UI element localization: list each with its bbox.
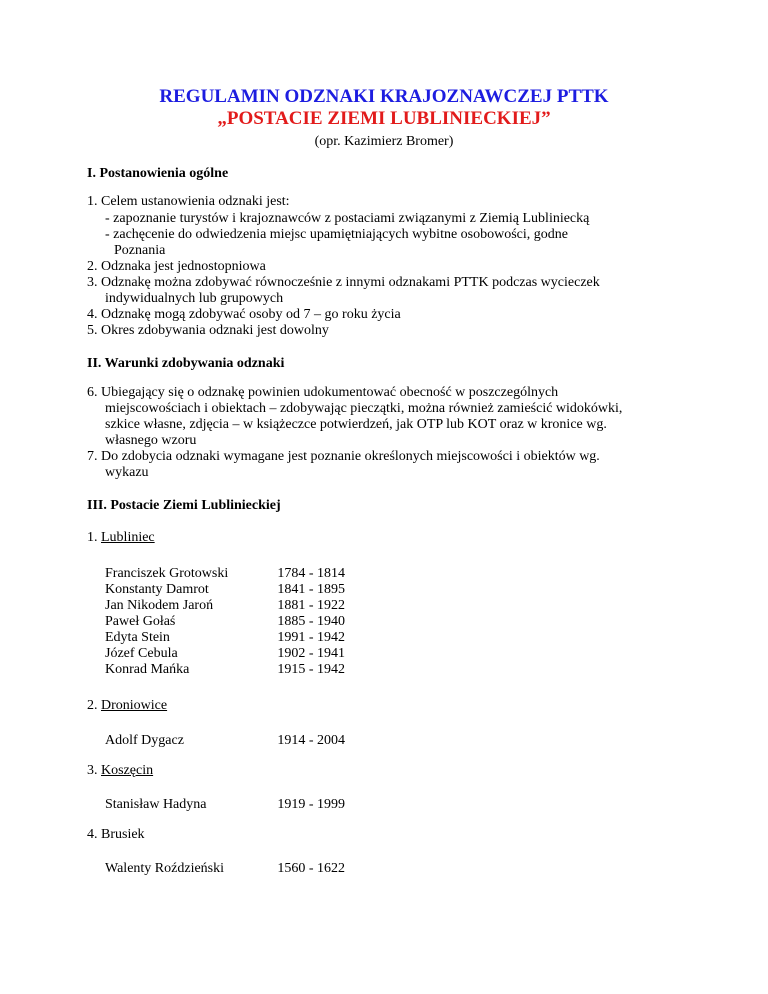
section-heading-figures: III. Postacie Ziemi Lublinieckiej: [87, 498, 281, 513]
section-heading-conditions: II. Warunki zdobywania odznaki: [87, 356, 285, 371]
section-heading-general: I. Postanowienia ogólne: [87, 166, 229, 181]
person-name: Walenty Roździeński: [105, 861, 225, 876]
author-note: (opr. Kazimierz Bromer): [314, 134, 454, 149]
rule-item-6-line2: miejscowościach i obiektach – zdobywając pieczątki, można również zamieścić widokówki,: [105, 401, 623, 416]
person-name: Franciszek Grotowski: [105, 566, 229, 581]
rule-item-3: 3. Odznakę można zdobywać równocześnie z innymi odznakami PTTK podczas wycieczek: [87, 275, 600, 290]
person-name: Jan Nikodem Jaroń: [105, 598, 214, 613]
person-years: 1881 - 1922: [277, 598, 345, 613]
rule-item-7-line2: wykazu: [105, 465, 149, 480]
person-name: Stanisław Hadyna: [105, 797, 207, 812]
person-name: Adolf Dygacz: [105, 733, 184, 748]
place-droniowice: 2. Droniowice: [87, 698, 168, 713]
person-name: Edyta Stein: [105, 630, 170, 645]
rule-item-1: 1. Celem ustanowienia odznaki jest:: [87, 194, 290, 209]
rule-item-6-line3: szkice własne, zdjęcia – w książeczce potwierdzeń, jak OTP lub KOT oraz w kronice wg.: [105, 417, 607, 432]
person-name: Konrad Mańka: [105, 662, 190, 677]
person-years: 1560 - 1622: [277, 861, 345, 876]
rule-item-5: 5. Okres zdobywania odznaki jest dowolny: [87, 323, 329, 338]
person-years: 1841 - 1895: [277, 582, 345, 597]
rule-item-3-cont: indywidualnych lub grupowych: [105, 291, 284, 306]
person-years: 1902 - 1941: [277, 646, 345, 661]
person-years: 1784 - 1814: [277, 566, 345, 581]
rule-item-1b-cont: Poznania: [114, 243, 166, 258]
person-years: 1885 - 1940: [277, 614, 345, 629]
rule-item-6-line4: własnego wzoru: [105, 433, 197, 448]
rule-item-7: 7. Do zdobycia odznaki wymagane jest poznanie określonych miejscowości i obiektów wg.: [87, 449, 600, 464]
person-years: 1991 - 1942: [277, 630, 345, 645]
person-years: 1914 - 2004: [277, 733, 345, 748]
rule-item-1a: - zapoznanie turystów i krajoznawców z postaciami związanymi z Ziemią Lubliniecką: [105, 211, 590, 226]
rule-item-4: 4. Odznakę mogą zdobywać osoby od 7 – go roku życia: [87, 307, 401, 322]
person-name: Józef Cebula: [105, 646, 178, 661]
place-koszecin: 3. Koszęcin: [87, 763, 154, 778]
person-name: Paweł Gołaś: [105, 614, 176, 629]
person-years: 1915 - 1942: [277, 662, 345, 677]
document-subtitle: „POSTACIE ZIEMI LUBLINIECKIEJ”: [217, 108, 551, 129]
place-brusiek: 4. Brusiek: [87, 827, 145, 842]
person-years: 1919 - 1999: [277, 797, 345, 812]
document-title: REGULAMIN ODZNAKI KRAJOZNAWCZEJ PTTK: [159, 86, 609, 107]
place-lubliniec: 1. Lubliniec: [87, 530, 155, 545]
rule-item-1b: - zachęcenie do odwiedzenia miejsc upamiętniających wybitne osobowości, godne: [105, 227, 568, 242]
person-name: Konstanty Damrot: [105, 582, 209, 597]
rule-item-2: 2. Odznaka jest jednostopniowa: [87, 259, 266, 274]
rule-item-6: 6. Ubiegający się o odznakę powinien udokumentować obecność w poszczególnych: [87, 385, 559, 400]
